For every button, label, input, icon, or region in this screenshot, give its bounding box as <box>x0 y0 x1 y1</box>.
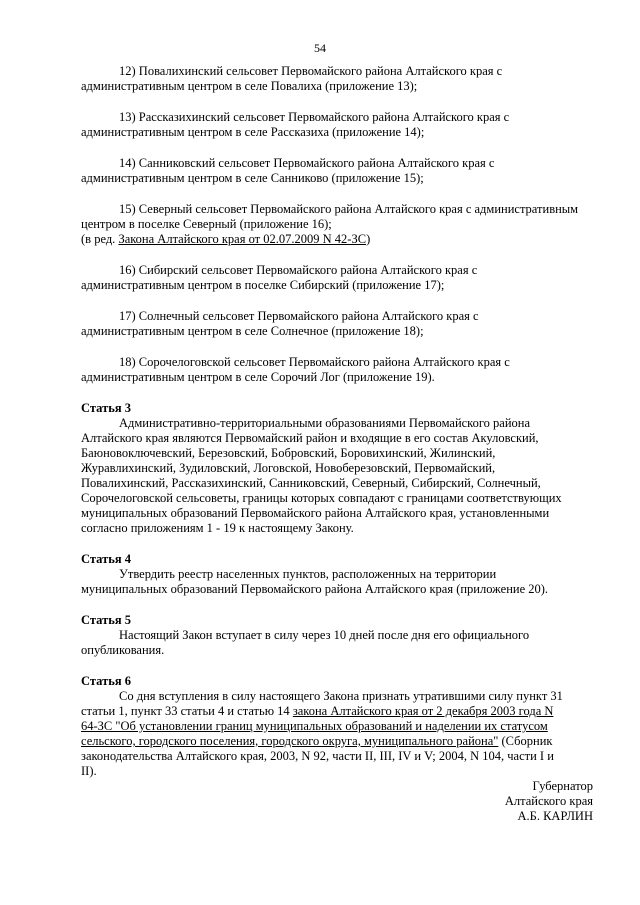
item-line: административным центром в селе Рассказиха (приложение 14); <box>81 125 425 139</box>
item-line: 13) Рассказихинский сельсовет Первомайского района Алтайского края с <box>119 110 510 124</box>
article-line: опубликования. <box>81 643 165 657</box>
item-line: 17) Солнечный сельсовет Первомайского района Алтайского края с <box>119 309 479 323</box>
law-link[interactable]: 64-ЗС "Об установлении границ муниципальных образований и наделении их статусом <box>81 719 548 733</box>
signature-name: А.Б. КАРЛИН <box>517 809 593 823</box>
amendment-prefix: (в ред. <box>81 232 119 246</box>
item-line: центром в поселке Северный (приложение 16); <box>81 217 332 231</box>
article-line: Алтайского края являются Первомайский район и входящие в его состав Акуловский, <box>81 431 539 445</box>
list-item <box>81 263 593 293</box>
list-item <box>81 110 593 140</box>
item-line: административным центром в поселке Сибирский (приложение 17); <box>81 278 445 292</box>
article-line: законодательства Алтайского края, 2003, N 92, части II, III, IV и V; 2004, N 104, части I и <box>81 749 554 763</box>
law-link[interactable]: закона Алтайского края от 2 декабря 2003 года N <box>292 704 554 718</box>
article-line: Административно-территориальными образованиями Первомайского района <box>119 416 531 430</box>
article-line: муниципальных образований Первомайского района Алтайского края, установленными <box>81 506 550 520</box>
signature-region: Алтайского края <box>504 794 593 808</box>
article-line <box>81 719 593 734</box>
list-item <box>81 156 593 186</box>
document-body <box>81 64 593 824</box>
list-item <box>81 309 593 339</box>
article-text: (Сборник <box>498 734 553 748</box>
law-link[interactable]: сельского, городского поселения, городского округа, муниципального района" <box>81 734 499 748</box>
list-item <box>81 355 593 385</box>
item-line: административным центром в селе Сорочий Лог (приложение 19). <box>81 370 435 384</box>
amendment-note <box>81 232 593 247</box>
page-number: 54 <box>314 41 326 55</box>
article-line: согласно приложениям 1 - 19 к настоящему Закону. <box>81 521 354 535</box>
article-line: Повалихинский, Рассказихинский, Санниковский, Северный, Сибирский, Солнечный, <box>81 476 541 490</box>
amendment-suffix: ) <box>366 232 371 246</box>
signature-title: Губернатор <box>532 779 593 793</box>
signature-block <box>81 779 593 824</box>
article-heading: Статья 5 <box>81 613 131 627</box>
article-heading: Статья 3 <box>81 401 131 415</box>
article-line: Сорочелоговской сельсоветы, границы которых совпадают с границами соответствующих <box>81 491 562 505</box>
item-line: административным центром в селе Солнечное (приложение 18); <box>81 324 424 338</box>
article-line: Журавлихинский, Зудиловский, Логовской, Новоберезовский, Первомайский, <box>81 461 496 475</box>
item-line: административным центром в селе Повалиха (приложение 13); <box>81 79 418 93</box>
amendment-link[interactable]: Закона Алтайского края от 02.07.2009 N 42-ЗС <box>118 232 367 246</box>
article-line: Со дня вступления в силу настоящего Закона признать утратившими силу пункт 31 <box>119 689 563 703</box>
article-line: II). <box>81 764 97 778</box>
item-line: 15) Северный сельсовет Первомайского района Алтайского края с административным <box>119 202 579 216</box>
article-heading: Статья 6 <box>81 674 131 688</box>
article-line: Утвердить реестр населенных пунктов, расположенных на территории <box>119 567 497 581</box>
item-line: 16) Сибирский сельсовет Первомайского района Алтайского края с <box>119 263 478 277</box>
list-item <box>81 64 593 94</box>
article-heading: Статья 4 <box>81 552 131 566</box>
item-line: 12) Повалихинский сельсовет Первомайского района Алтайского края с <box>119 64 503 78</box>
article-line <box>81 734 593 749</box>
item-line: 18) Сорочелоговской сельсовет Первомайского района Алтайского края с <box>119 355 510 369</box>
article-line: муниципальных образований Первомайского района Алтайского края (приложение 20). <box>81 582 549 596</box>
article-line <box>81 704 593 719</box>
item-line: административным центром в селе Санниково (приложение 15); <box>81 171 424 185</box>
item-line: 14) Санниковский сельсовет Первомайского района Алтайского края с <box>119 156 495 170</box>
article-text: статьи 1, пункт 33 статьи 4 и статью 14 <box>81 704 293 718</box>
list-item <box>81 202 593 247</box>
article-line: Баюновоключевский, Березовский, Бобровский, Боровихинский, Жилинский, <box>81 446 496 460</box>
article-line: Настоящий Закон вступает в силу через 10 дней после дня его официального <box>119 628 530 642</box>
